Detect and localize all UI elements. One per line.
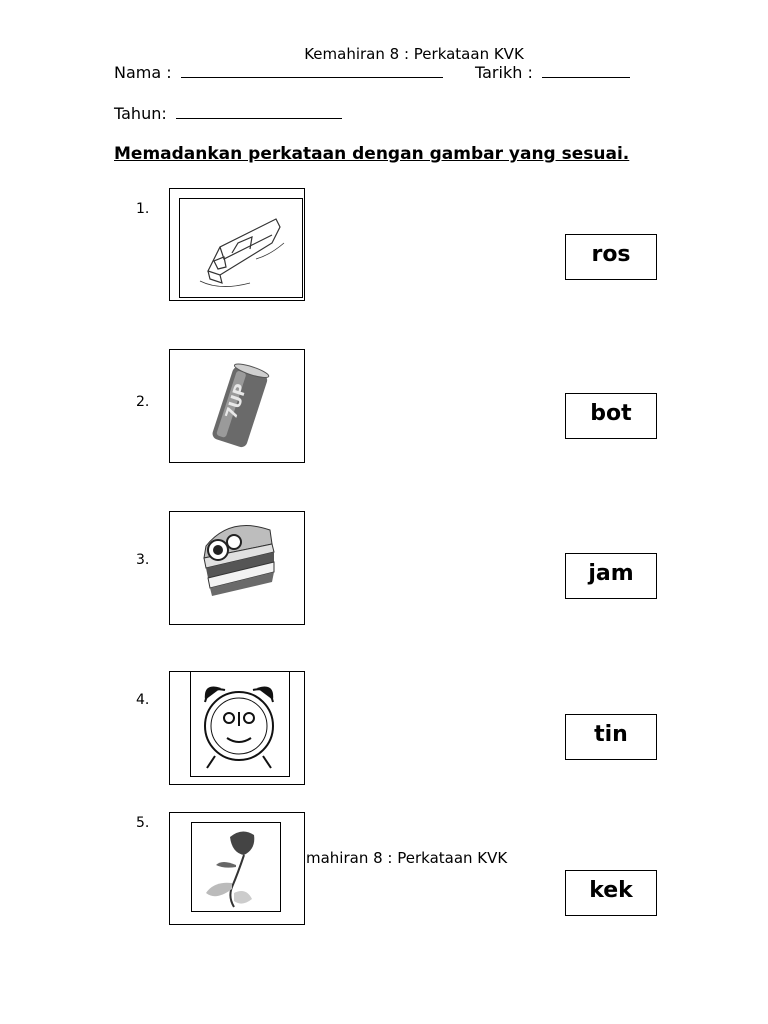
word-box-bot: bot: [565, 393, 657, 439]
picture-frame-4: [169, 671, 305, 785]
picture-inner-frame-4: [190, 671, 290, 777]
item-number-3: 3.: [136, 552, 150, 568]
picture-frame-1: [169, 188, 305, 301]
picture-frame-3: [169, 511, 305, 625]
name-field: [114, 63, 443, 82]
picture-frame-5: [169, 812, 305, 925]
instruction-text: Memadankan perkataan dengan gambar yang sesuai.: [114, 144, 630, 164]
clock-icon: [191, 672, 289, 776]
picture-inner-frame-1: [179, 198, 303, 298]
overlap-header-text: mahiran 8 : Perkataan KVK: [306, 849, 508, 867]
year-field: [114, 104, 342, 123]
date-label: Tarikh :: [475, 63, 533, 82]
item-number-1: 1.: [136, 201, 150, 217]
picture-inner-frame-5: [191, 822, 281, 912]
word-box-kek: kek: [565, 870, 657, 916]
item-number-5: 5.: [136, 815, 150, 831]
date-field: [475, 63, 630, 82]
name-label: Nama :: [114, 63, 172, 82]
item-number-2: 2.: [136, 394, 150, 410]
word-box-jam: jam: [565, 553, 657, 599]
can-icon: [170, 350, 304, 462]
word-box-tin: tin: [565, 714, 657, 760]
boat-icon: [180, 199, 302, 297]
item-number-4: 4.: [136, 692, 150, 708]
year-label: Tahun:: [114, 104, 167, 123]
picture-frame-2: [169, 349, 305, 463]
name-blank[interactable]: [181, 63, 443, 78]
word-box-ros: ros: [565, 234, 657, 280]
worksheet-title: Kemahiran 8 : Perkataan KVK: [304, 45, 524, 63]
can-label: 7UP: [221, 381, 251, 422]
rose-icon: [192, 823, 280, 911]
year-blank[interactable]: [176, 104, 342, 119]
date-blank[interactable]: [542, 63, 630, 78]
cake-icon: [170, 512, 304, 624]
